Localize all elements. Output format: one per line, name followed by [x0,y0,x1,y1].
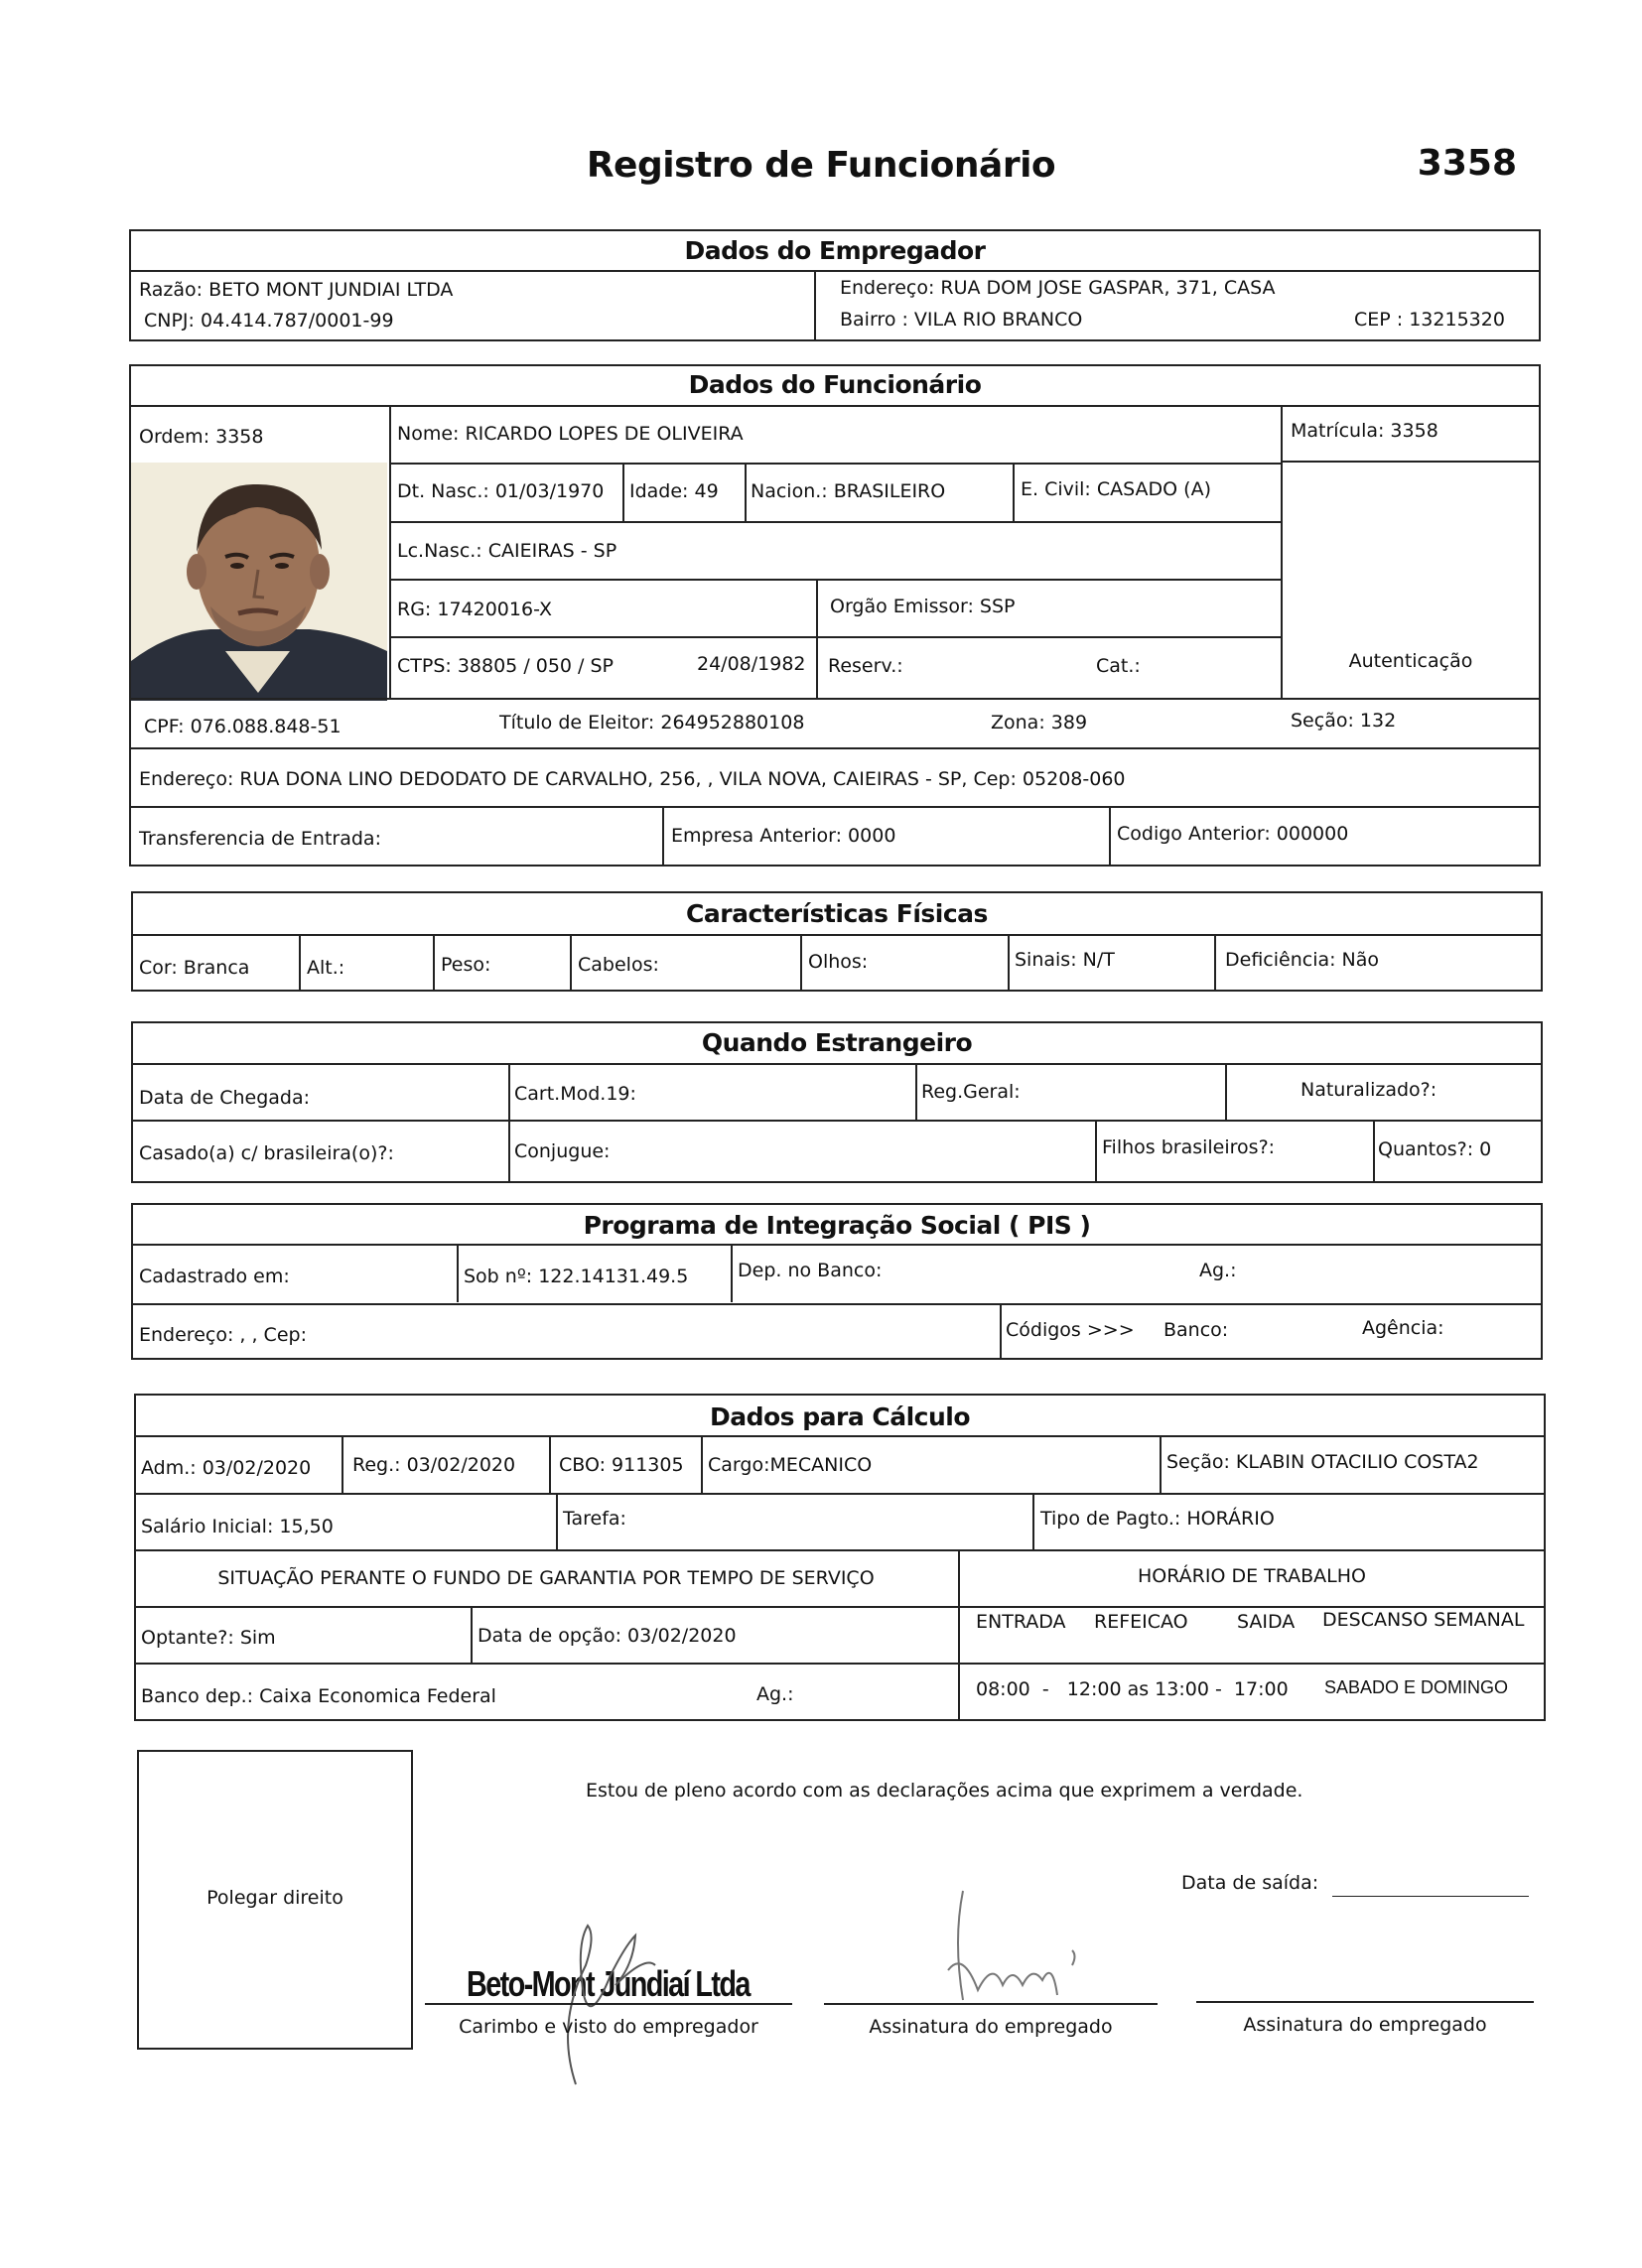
divider [131,1120,1543,1122]
divider [1160,1435,1162,1493]
employer-signature-line [425,2003,792,2005]
divider [549,1435,551,1493]
employer-signature-icon [516,1906,675,2094]
divider [129,806,1541,808]
divider [389,521,1281,523]
data-chegada-field: Data de Chegada: [139,1087,311,1109]
zona-field: Zona: 389 [991,712,1088,734]
employer-section-title: Dados do Empregador [684,236,986,265]
reserv-field: Reserv.: [828,655,903,677]
divider [556,1493,558,1549]
quantos-field: Quantos?: 0 [1378,1138,1492,1160]
divider [731,1244,733,1302]
cadastrado-em-field: Cadastrado em: [139,1266,290,1287]
idade-field: Idade: 49 [629,480,719,502]
divider [471,1606,473,1663]
alt-field: Alt.: [307,957,345,979]
secao-eleitoral-field: Seção: 132 [1291,710,1397,732]
cpf-field: CPF: 076.088.848-51 [144,716,342,737]
dep-banco-field: Dep. no Banco: [738,1260,883,1281]
descanso-value: SABADO E DOMINGO [1324,1677,1509,1697]
titulo-eleitor-field: Título de Eleitor: 264952880108 [499,712,805,734]
physical-section-title: Características Físicas [686,899,988,928]
divider [570,934,572,992]
horario-values: 08:00 - 12:00 as 13:00 - 17:00 [976,1678,1289,1700]
carimbo-label: Carimbo e visto do empregador [459,2016,758,2038]
assinatura-label-1: Assinatura do empregado [869,2016,1113,2038]
divider [1214,934,1216,992]
cat-field: Cat.: [1096,655,1141,677]
employee-address-field: Endereço: RUA DONA LINO DEDODATO DE CARVALHO, 256, , VILA NOVA, CAIEIRAS - SP, Cep: 05208-060 [139,768,1126,790]
divider [299,934,301,992]
page-title: Registro de Funcionário [586,145,1056,186]
divider [508,1063,510,1183]
divider [622,463,624,521]
orgao-emissor-field: Orgão Emissor: SSP [830,596,1016,617]
nacion-field: Nacion.: BRASILEIRO [751,480,946,502]
calc-section-title: Dados para Cálculo [709,1402,971,1431]
divider [662,806,664,867]
deficiencia-field: Deficiência: Não [1225,949,1380,971]
autenticacao-label: Autenticação [1348,650,1473,672]
conjugue-field: Conjugue: [514,1140,611,1162]
employee-photo [131,463,387,701]
assinatura-label-2: Assinatura do empregado [1243,2014,1487,2036]
divider [1008,934,1010,992]
peso-field: Peso: [441,954,491,976]
divider [1109,806,1111,867]
cep-field: CEP : 13215320 [1354,309,1505,331]
cabelos-field: Cabelos: [578,954,659,976]
reg-geral-field: Reg.Geral: [921,1081,1021,1103]
divider [701,1435,703,1493]
cnpj-field: CNPJ: 04.414.787/0001-99 [144,310,394,332]
divider [389,636,1281,638]
divider [134,1549,1546,1551]
filhos-brasileiros-field: Filhos brasileiros?: [1102,1136,1276,1158]
foreign-section-title: Quando Estrangeiro [701,1028,973,1057]
pis-ag-field: Ag.: [1199,1260,1237,1281]
reg-field: Reg.: 03/02/2020 [352,1454,516,1476]
divider [1281,461,1541,463]
divider [814,270,816,341]
tarefa-field: Tarefa: [563,1508,626,1530]
naturalizado-field: Naturalizado?: [1300,1079,1437,1101]
optante-field: Optante?: Sim [141,1627,276,1649]
divider [1000,1303,1002,1360]
fgts-title: SITUAÇÃO PERANTE O FUNDO DE GARANTIA POR TEMPO DE SERVIÇO [217,1567,875,1589]
dt-nasc-field: Dt. Nasc.: 01/03/1970 [397,480,605,502]
bairro-field: Bairro : VILA RIO BRANCO [840,309,1083,331]
company-stamp: Beto-Mont Jundiaí Ltda [467,1963,750,2004]
divider [389,579,1281,581]
divider [134,1663,1546,1665]
employer-address-field: Endereço: RUA DOM JOSE GASPAR, 371, CASA [840,277,1276,299]
ordem-field: Ordem: 3358 [139,426,264,448]
salario-field: Salário Inicial: 15,50 [141,1516,334,1537]
casado-brasileira-field: Casado(a) c/ brasileira(o)?: [139,1142,394,1164]
thumbprint-label: Polegar direito [206,1887,343,1909]
employee-signature-icon [923,1881,1132,2020]
divider [389,405,391,700]
horario-header-refeicao: REFEICAO [1094,1611,1188,1633]
horario-header-saida: SAIDA [1237,1611,1296,1633]
agencia-field: Agência: [1362,1317,1444,1339]
divider [129,405,1541,407]
declaration-text: Estou de pleno acordo com as declarações acima que exprimem a verdade. [586,1780,1303,1801]
cart-mod-field: Cart.Mod.19: [514,1083,636,1105]
cbo-field: CBO: 911305 [559,1454,684,1476]
razao-field: Razão: BETO MONT JUNDIAI LTDA [139,279,454,301]
divider [131,1244,1543,1246]
codigos-label: Códigos >>> [1006,1319,1135,1341]
divider [433,934,435,992]
tipo-pagto-field: Tipo de Pagto.: HORÁRIO [1040,1508,1275,1530]
nome-field: Nome: RICARDO LOPES DE OLIVEIRA [397,423,744,445]
employee-signature-line-1 [824,2003,1158,2005]
divider [816,579,818,700]
divider [915,1063,917,1120]
cor-field: Cor: Branca [139,957,250,979]
divider [800,934,802,992]
calc-box [134,1394,1546,1721]
calc-secao-field: Seção: KLABIN OTACILIO COSTA2 [1166,1451,1479,1473]
divider [131,934,1543,936]
divider [389,463,1281,465]
pis-number-field: Sob nº: 122.14131.49.5 [464,1266,689,1287]
divider [134,1493,1546,1495]
divider [342,1435,343,1493]
employee-section-title: Dados do Funcionário [688,370,982,399]
divider [129,270,1541,272]
e-civil-field: E. Civil: CASADO (A) [1021,478,1211,500]
data-saida-line [1332,1896,1529,1897]
divider [745,463,747,521]
divider [129,698,1541,700]
data-opcao-field: Data de opção: 03/02/2020 [478,1625,737,1647]
divider [1032,1493,1034,1549]
adm-field: Adm.: 03/02/2020 [141,1457,312,1479]
divider [1373,1120,1375,1183]
olhos-field: Olhos: [808,951,869,973]
horario-header-descanso: DESCANSO SEMANAL [1322,1609,1525,1631]
data-saida-label: Data de saída: [1181,1872,1319,1894]
registration-number: 3358 [1417,143,1517,184]
pis-address-field: Endereço: , , Cep: [139,1324,307,1346]
empresa-anterior-field: Empresa Anterior: 0000 [671,825,896,847]
ctps-field: CTPS: 38805 / 050 / SP [397,655,615,677]
calc-ag-field: Ag.: [756,1683,794,1705]
divider [1095,1120,1097,1183]
pis-section-title: Programa de Integração Social ( PIS ) [583,1211,1091,1240]
divider [131,1303,1543,1305]
horario-header-entrada: ENTRADA [976,1611,1066,1633]
horario-title: HORÁRIO DE TRABALHO [1137,1565,1367,1587]
transferencia-field: Transferencia de Entrada: [139,828,381,850]
divider [129,747,1541,749]
divider [131,1063,1543,1065]
employee-signature-line-2 [1196,2001,1534,2003]
divider [134,1435,1546,1437]
codigo-anterior-field: Codigo Anterior: 000000 [1117,823,1349,845]
banco-dep-field: Banco dep.: Caixa Economica Federal [141,1685,496,1707]
sinais-field: Sinais: N/T [1015,949,1115,971]
lc-nasc-field: Lc.Nasc.: CAIEIRAS - SP [397,540,617,562]
matricula-field: Matrícula: 3358 [1291,420,1438,442]
cargo-field: Cargo:MECANICO [708,1454,873,1476]
rg-field: RG: 17420016-X [397,599,552,620]
divider [457,1244,459,1302]
banco-field: Banco: [1163,1319,1229,1341]
divider [1225,1063,1227,1120]
ctps-date-field: 24/08/1982 [697,653,806,675]
divider [1013,463,1015,521]
